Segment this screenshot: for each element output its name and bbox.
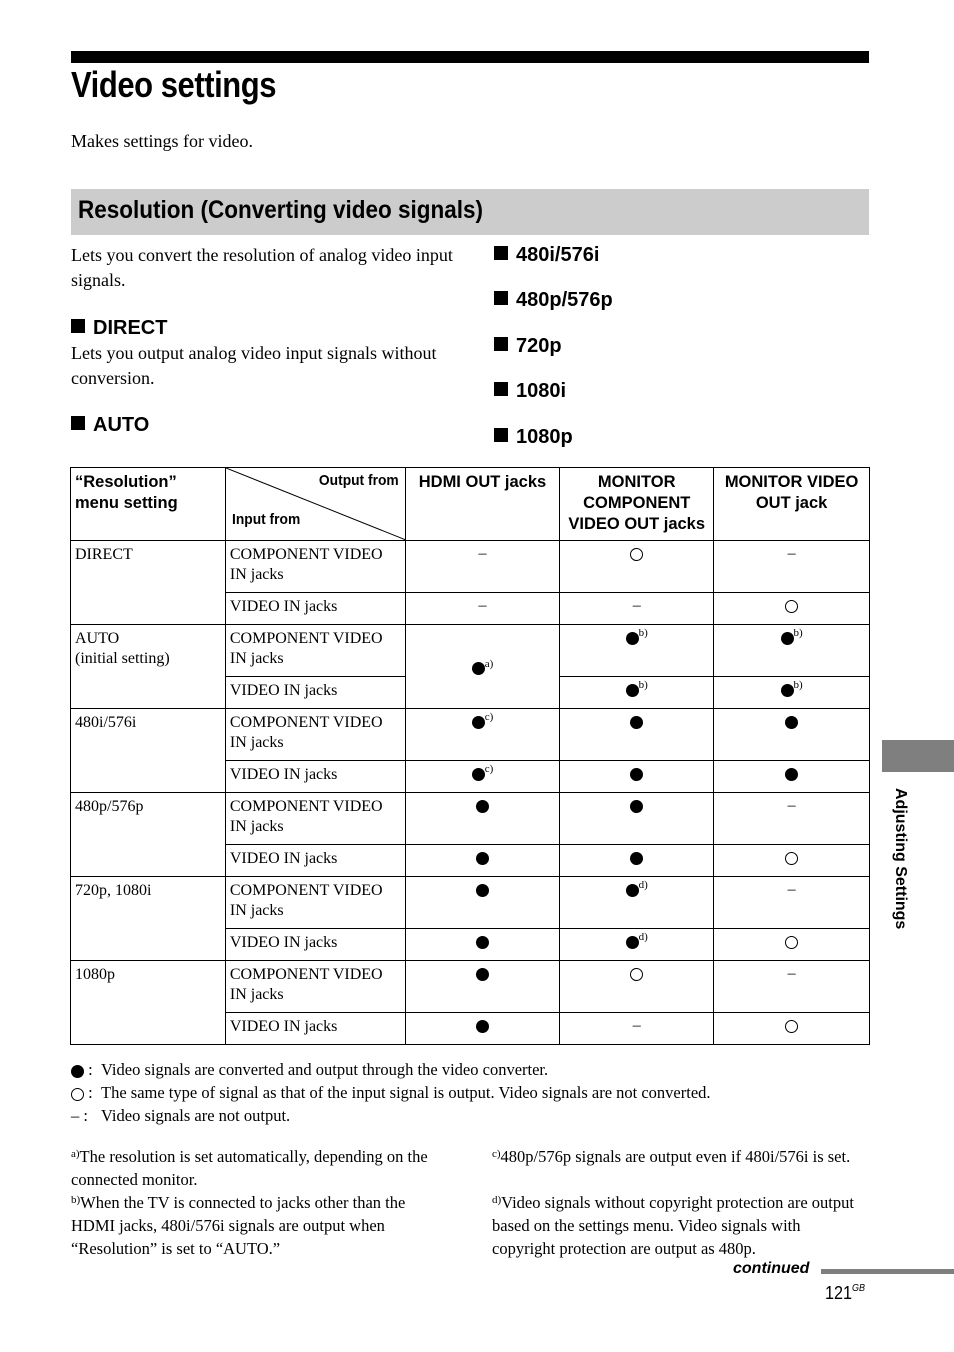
filled-circle-icon [472, 716, 485, 729]
hdmi-cell [405, 709, 560, 761]
input-cell: VIDEO IN jacks [225, 845, 405, 877]
filled-circle-icon [472, 768, 485, 781]
dash-icon: – [632, 597, 641, 614]
filled-circle-icon [626, 632, 639, 645]
table-row [71, 709, 870, 761]
filled-circle-icon [476, 884, 489, 897]
dash-icon: – [478, 545, 487, 562]
dash-icon: – : [71, 1106, 88, 1125]
filled-circle-icon [630, 800, 643, 813]
footnote-ref: b) [638, 679, 648, 691]
dash-icon: – [787, 965, 796, 982]
open-circle-icon [630, 968, 643, 981]
setting-cell: AUTO (initial setting) [71, 625, 226, 709]
monitor-component-cell [560, 761, 714, 793]
header-hdmi-out: HDMI OUT jacks [405, 468, 560, 541]
footnote-ref: c) [484, 763, 494, 775]
square-bullet-icon [71, 319, 85, 333]
footnote-a: $^{a)}$The resolution is set automatically, depending on the connected monitor. [71, 1147, 428, 1189]
hdmi-cell [405, 793, 560, 845]
filled-circle-icon [472, 662, 485, 675]
header-monitor-video: MONITOR VIDEO OUT jack [714, 468, 870, 541]
hdmi-cell [405, 961, 560, 1013]
hdmi-cell [405, 541, 560, 593]
chapter-side-label: Adjusting Settings [892, 788, 909, 930]
open-circle-icon [785, 852, 798, 865]
section-title: Resolution (Converting video signals) [78, 196, 484, 224]
hdmi-cell [405, 1013, 560, 1045]
filled-circle-icon [630, 716, 643, 729]
option-direct: DIRECT [71, 317, 167, 340]
table-row [71, 793, 870, 845]
legend-same: : The same type of signal as that of the input signal is output. Video signals are not converted. [71, 1083, 711, 1103]
filled-circle-icon [626, 684, 639, 697]
monitor-video-cell [714, 541, 870, 593]
input-cell: COMPONENT VIDEO IN jacks [225, 877, 405, 929]
filled-circle-icon [476, 936, 489, 949]
dash-icon: – [632, 1017, 641, 1034]
hdmi-cell [405, 929, 560, 961]
footnote-ref: d) [638, 879, 648, 891]
monitor-video-cell [714, 709, 870, 761]
table-header-row [71, 468, 870, 541]
filled-circle-icon [476, 852, 489, 865]
monitor-video-cell [714, 929, 870, 961]
title-rule [71, 51, 869, 63]
header-input-from: Input from [231, 511, 301, 528]
table-row [71, 877, 870, 929]
square-bullet-icon [494, 337, 508, 351]
option-480i: 480i/576i [494, 244, 599, 267]
filled-circle-icon [476, 800, 489, 813]
option-auto: AUTO [71, 414, 149, 437]
setting-cell: 1080p [71, 961, 226, 1045]
monitor-component-cell [560, 929, 714, 961]
monitor-component-cell [560, 877, 714, 929]
footnote-ref: c) [484, 711, 494, 723]
header-resolution-setting: “Resolution” menu setting [71, 468, 226, 541]
filled-circle-icon [781, 632, 794, 645]
input-cell: VIDEO IN jacks [225, 593, 405, 625]
hdmi-cell [405, 593, 560, 625]
dash-icon: – [787, 545, 796, 562]
setting-cell: 480i/576i [71, 709, 226, 793]
resolution-table [70, 467, 870, 1045]
monitor-video-cell [714, 845, 870, 877]
filled-circle-icon [71, 1065, 84, 1078]
hdmi-cell [405, 845, 560, 877]
monitor-video-cell [714, 677, 870, 709]
filled-circle-icon [626, 884, 639, 897]
page-number: $121^{GB}$ [825, 1283, 866, 1303]
monitor-video-cell [714, 1013, 870, 1045]
option-720p: 720p [494, 335, 562, 358]
table-row [71, 541, 870, 593]
page-title: Video settings [71, 64, 277, 105]
input-cell: VIDEO IN jacks [225, 677, 405, 709]
input-cell: VIDEO IN jacks [225, 1013, 405, 1045]
hdmi-cell [405, 625, 560, 709]
header-monitor-component: MONITOR COMPONENT VIDEO OUT jacks [560, 468, 714, 541]
filled-circle-icon [626, 936, 639, 949]
chapter-tab [882, 740, 954, 772]
monitor-video-cell [714, 793, 870, 845]
option-direct-desc: Lets you output analog video input signals without conversion. [71, 343, 437, 388]
open-circle-icon [785, 600, 798, 613]
option-1080i: 1080i [494, 380, 566, 403]
monitor-component-cell [560, 593, 714, 625]
monitor-video-cell [714, 625, 870, 677]
open-circle-icon [71, 1088, 84, 1101]
input-cell: COMPONENT VIDEO IN jacks [225, 709, 405, 761]
hdmi-cell [405, 761, 560, 793]
input-cell: COMPONENT VIDEO IN jacks [225, 961, 405, 1013]
monitor-component-cell [560, 677, 714, 709]
monitor-video-cell [714, 761, 870, 793]
monitor-component-cell [560, 709, 714, 761]
footnote-c: $^{c)}$480p/576p signals are output even if 480i/576i is set. [492, 1147, 851, 1166]
footnote-ref: b) [638, 627, 648, 639]
filled-circle-icon [630, 852, 643, 865]
footnote-ref: b) [793, 627, 803, 639]
filled-circle-icon [781, 684, 794, 697]
footnote-d: $^{d)}$Video signals without copyright protection are output based on the settings menu. Video signals with copyright protection are output as 480p. [492, 1193, 854, 1258]
footnote-ref: d) [638, 931, 648, 943]
input-cell: COMPONENT VIDEO IN jacks [225, 541, 405, 593]
hdmi-cell [405, 877, 560, 929]
dash-icon: – [478, 597, 487, 614]
input-cell: COMPONENT VIDEO IN jacks [225, 625, 405, 677]
filled-circle-icon [785, 716, 798, 729]
footnote-ref: a) [484, 657, 494, 670]
table-row [71, 961, 870, 1013]
filled-circle-icon [476, 1020, 489, 1033]
square-bullet-icon [71, 416, 85, 430]
monitor-video-cell [714, 877, 870, 929]
monitor-component-cell [560, 625, 714, 677]
setting-cell: 480p/576p [71, 793, 226, 877]
monitor-component-cell [560, 541, 714, 593]
monitor-video-cell [714, 961, 870, 1013]
continued-bar [821, 1269, 954, 1274]
dash-icon: – [787, 797, 796, 814]
option-1080p: 1080p [494, 426, 573, 449]
header-output-input [225, 468, 405, 541]
legend-converted: : Video signals are converted and output through the video converter. [71, 1060, 548, 1080]
legend-not-output: – : Video signals are not output. [71, 1106, 291, 1125]
header-output-from: Output from [318, 472, 399, 489]
monitor-component-cell [560, 1013, 714, 1045]
open-circle-icon [630, 548, 643, 561]
lead-text: Lets you convert the resolution of analog video input signals. [71, 245, 453, 290]
monitor-component-cell [560, 961, 714, 1013]
input-cell: COMPONENT VIDEO IN jacks [225, 793, 405, 845]
setting-cell: DIRECT [71, 541, 226, 625]
filled-circle-icon [785, 768, 798, 781]
table-row [71, 625, 870, 677]
open-circle-icon [785, 936, 798, 949]
square-bullet-icon [494, 291, 508, 305]
option-480p: 480p/576p [494, 289, 613, 312]
filled-circle-icon [630, 768, 643, 781]
filled-circle-icon [476, 968, 489, 981]
dash-icon: – [787, 881, 796, 898]
monitor-video-cell [714, 593, 870, 625]
open-circle-icon [785, 1020, 798, 1033]
footnote-b: $^{b)}$When the TV is connected to jacks other than the HDMI jacks, 480i/576i signals are output when “Resolution” is set to “AUTO.” [71, 1193, 406, 1258]
square-bullet-icon [494, 428, 508, 442]
setting-cell: 720p, 1080i [71, 877, 226, 961]
input-cell: VIDEO IN jacks [225, 761, 405, 793]
monitor-component-cell [560, 845, 714, 877]
square-bullet-icon [494, 246, 508, 260]
square-bullet-icon [494, 382, 508, 396]
input-cell: VIDEO IN jacks [225, 929, 405, 961]
monitor-component-cell [560, 793, 714, 845]
intro-text: Makes settings for video. [71, 131, 253, 151]
continued-label: continued [733, 1260, 810, 1277]
footnote-ref: b) [793, 679, 803, 691]
